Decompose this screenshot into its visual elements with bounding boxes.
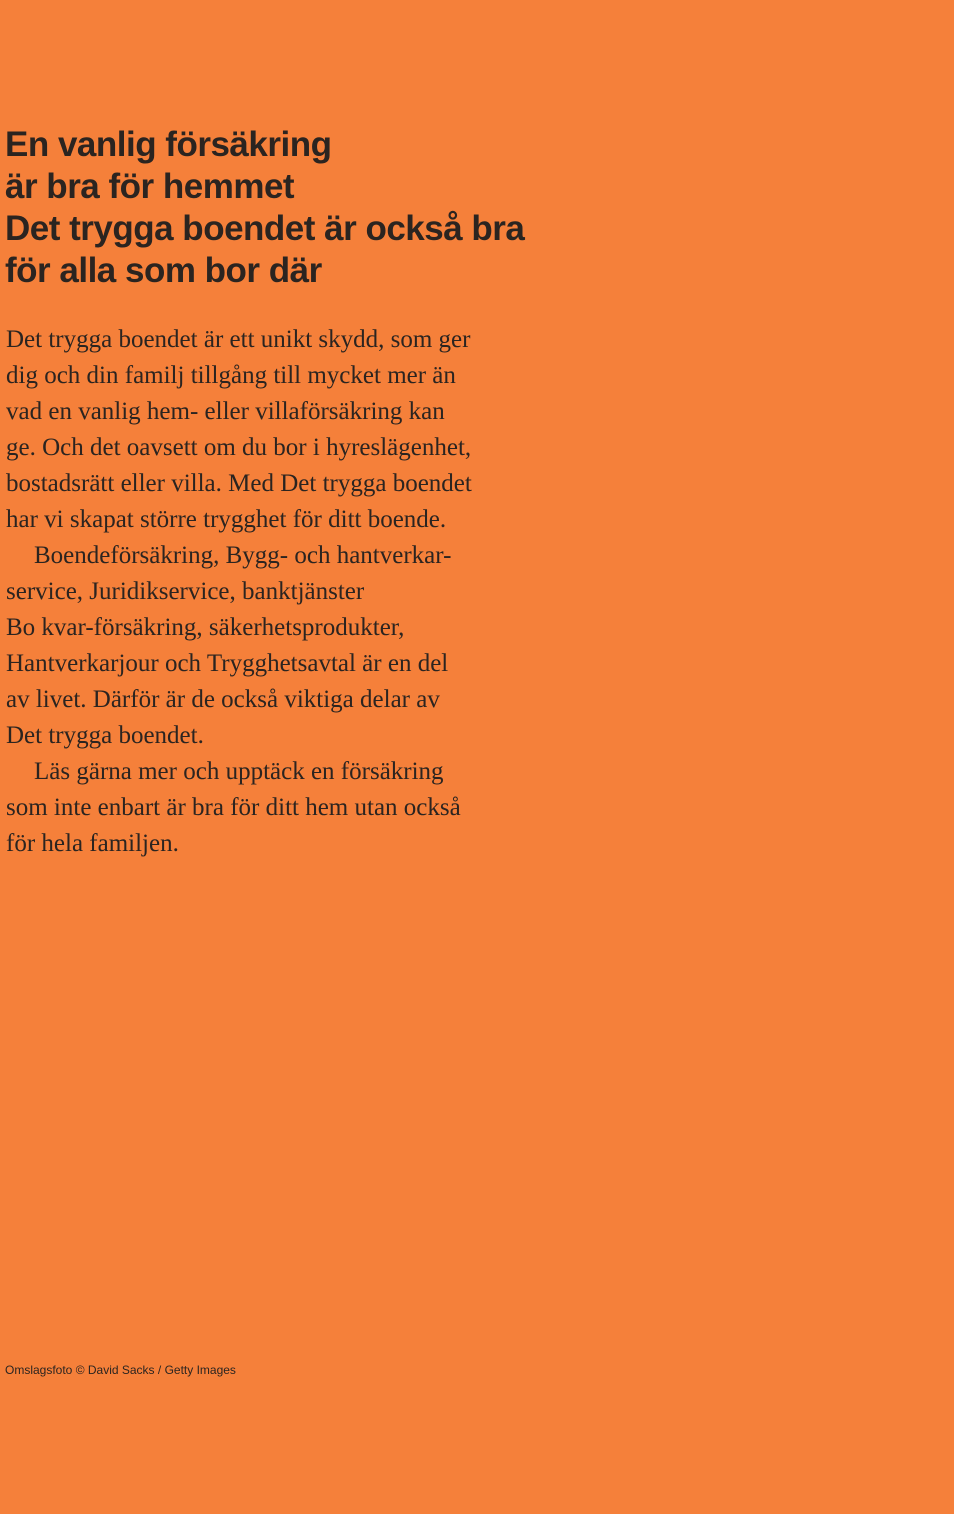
body-line: har vi skapat större trygghet för ditt boende. (6, 506, 447, 533)
body-line: av livet. Därför är de också viktiga delar av (6, 686, 440, 713)
body-line: dig och din familj tillgång till mycket mer än (6, 362, 456, 389)
body-line: Bo kvar-försäkring, säkerhetsprodukter, (6, 614, 405, 641)
body-line: service, Juridikservice, banktjänster (6, 578, 365, 605)
body-line: ge. Och det oavsett om du bor i hyreslägenhet, (6, 434, 472, 461)
body-line: som inte enbart är bra för ditt hem utan också (6, 794, 461, 821)
body-line: för hela familjen. (6, 830, 179, 857)
body-line: Det trygga boendet är ett unikt skydd, som ger (6, 326, 471, 353)
body-line: Boendeförsäkring, Bygg- och hantverkar- (34, 542, 452, 569)
body-line: Det trygga boendet. (6, 722, 204, 749)
body-line: Läs gärna mer och upptäck en försäkring (34, 758, 444, 785)
photo-credit: Omslagsfoto © David Sacks / Getty Images (5, 1363, 236, 1377)
heading-line: är bra för hemmet (5, 167, 295, 206)
body-paragraphs (6, 322, 626, 862)
heading-line: En vanlig försäkring (5, 125, 332, 164)
heading-line: Det trygga boendet är också bra (5, 209, 525, 248)
body-line: bostadsrätt eller villa. Med Det trygga boendet (6, 470, 472, 497)
page-heading (5, 124, 645, 292)
heading-line: för alla som bor där (5, 251, 322, 290)
body-line: Hantverkarjour och Trygghetsavtal är en del (6, 650, 449, 677)
body-line: vad en vanlig hem- eller villaförsäkring kan (6, 398, 445, 425)
